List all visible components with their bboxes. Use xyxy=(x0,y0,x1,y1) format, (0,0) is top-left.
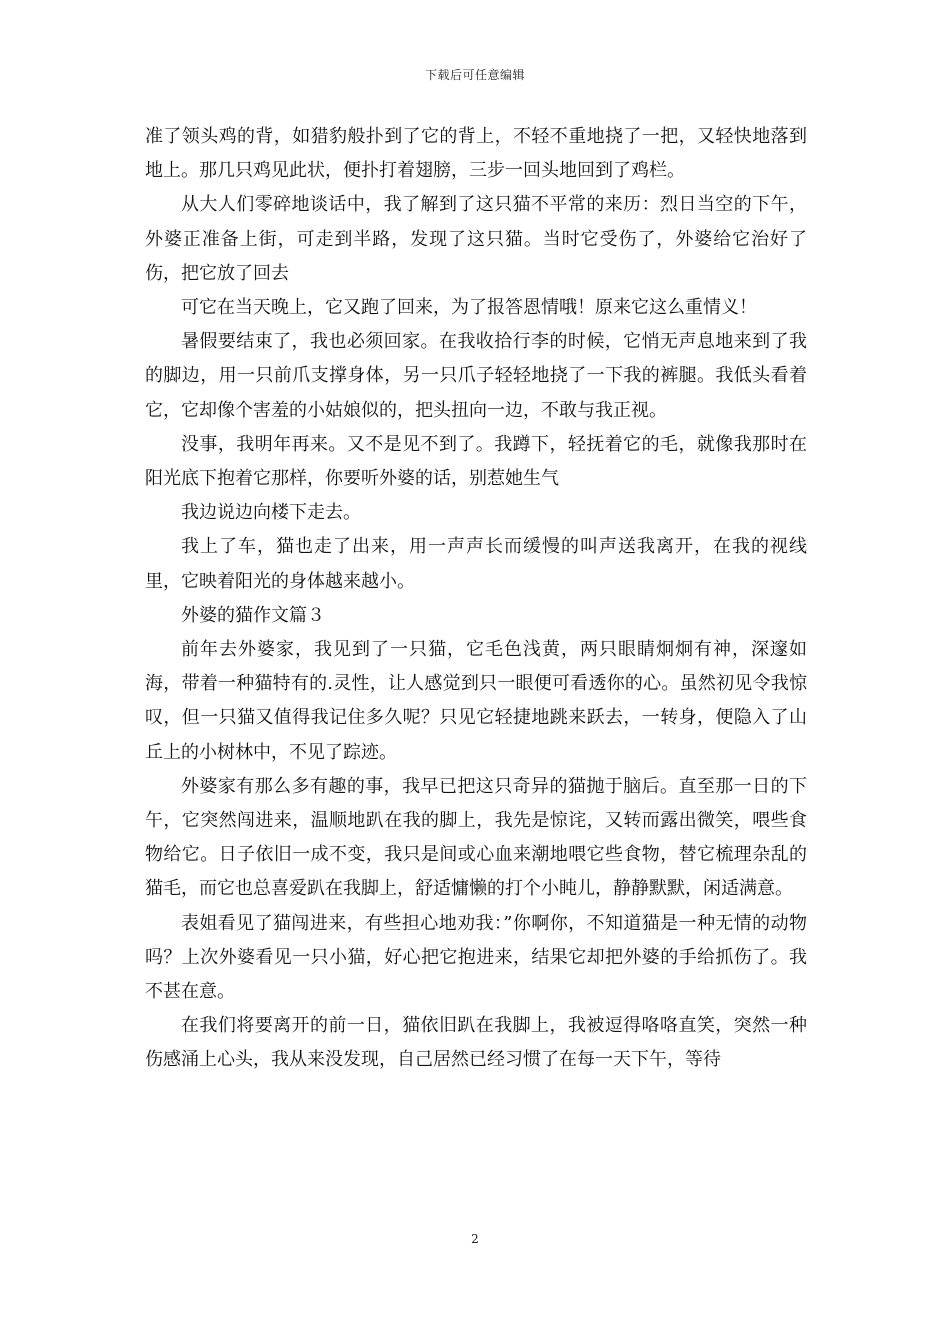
paragraph-7: 我上了车，猫也走了出来，用一声声长而缓慢的叫声送我离开，在我的视线里，它映着阳光的身体越来越小。 xyxy=(145,536,807,592)
paragraph-9: 外婆家有那么多有趣的事，我早已把这只奇异的猫抛于脑后。直至那一日的下午，它突然闯进来，温顺地趴在我的脚上，我先是惊诧，又转而露出微笑，喂些食物给它。日子依旧一成不变，我只是间或心血来潮地喂它些食物，替它梳理杂乱的猫毛，而它也总喜爱趴在我脚上，舒适慵懒的打个小盹儿，静静默默，闲适满意。 xyxy=(145,775,807,900)
paragraph-8: 前年去外婆家，我见到了一只猫，它毛色浅黄，两只眼睛炯炯有神，深邃如海，带着一种猫特有的.灵性，让人感觉到只一眼便可看透你的心。虽然初见令我惊叹，但一只猫又值得我记住多久呢？只见它轻捷地跳来跃去，一转身，便隐入了山丘上的小树林中，不见了踪迹。 xyxy=(145,639,807,763)
paragraph-10: 表姐看见了猫闯进来，有些担心地劝我：”你啊你，不知道猫是一种无情的动物吗？上次外婆看见一只小猫，好心把它抱进来，结果它却把外婆的手给抓伤了。我不甚在意。 xyxy=(145,912,807,1003)
paragraph-3: 可它在当天晚上，它又跑了回来，为了报答恩情哦！原来它这么重情义！ xyxy=(181,297,757,319)
paragraph-11: 在我们将要离开的前一日，猫依旧趴在我脚上，我被逗得咯咯直笑，突然一种伤感涌上心头，我从来没发现，自己居然已经习惯了在每一天下午，等待 xyxy=(145,1015,807,1071)
page-header: 下载后可任意编辑 xyxy=(424,68,525,82)
paragraph-2: 从大人们零碎地谈话中，我了解到了这只猫不平常的来历：烈日当空的下午，外婆正准备上街，可走到半路，发现了这只猫。当时它受伤了，外婆给它治好了伤，把它放了回去 xyxy=(145,194,807,284)
page-number: 2 xyxy=(471,1232,479,1246)
paragraph-4: 暑假要结束了，我也必须回家。在我收拾行李的时候，它悄无声息地来到了我的脚边，用一只前爪支撑身体，另一只爪子轻轻地挠了一下我的裤腿。我低头看着它，它却像个害羞的小姑娘似的，把头扭向一边，不敢与我正视。 xyxy=(145,331,807,421)
paragraph-1: 准了领头鸡的背，如猎豹般扑到了它的背上，不轻不重地挠了一把，又轻快地落到地上。那几只鸡见此状，便扑打着翅膀，三步一回头地回到了鸡栏。 xyxy=(145,126,807,182)
document-body xyxy=(145,120,807,1078)
paragraph-5: 没事，我明年再来。又不是见不到了。我蹲下，轻抚着它的毛，就像我那时在阳光底下抱着它那样，你要听外婆的话，别惹她生气 xyxy=(145,433,807,490)
section-heading: 外婆的猫作文篇３ xyxy=(181,604,325,626)
paragraph-6: 我边说边向楼下走去。 xyxy=(181,502,361,524)
